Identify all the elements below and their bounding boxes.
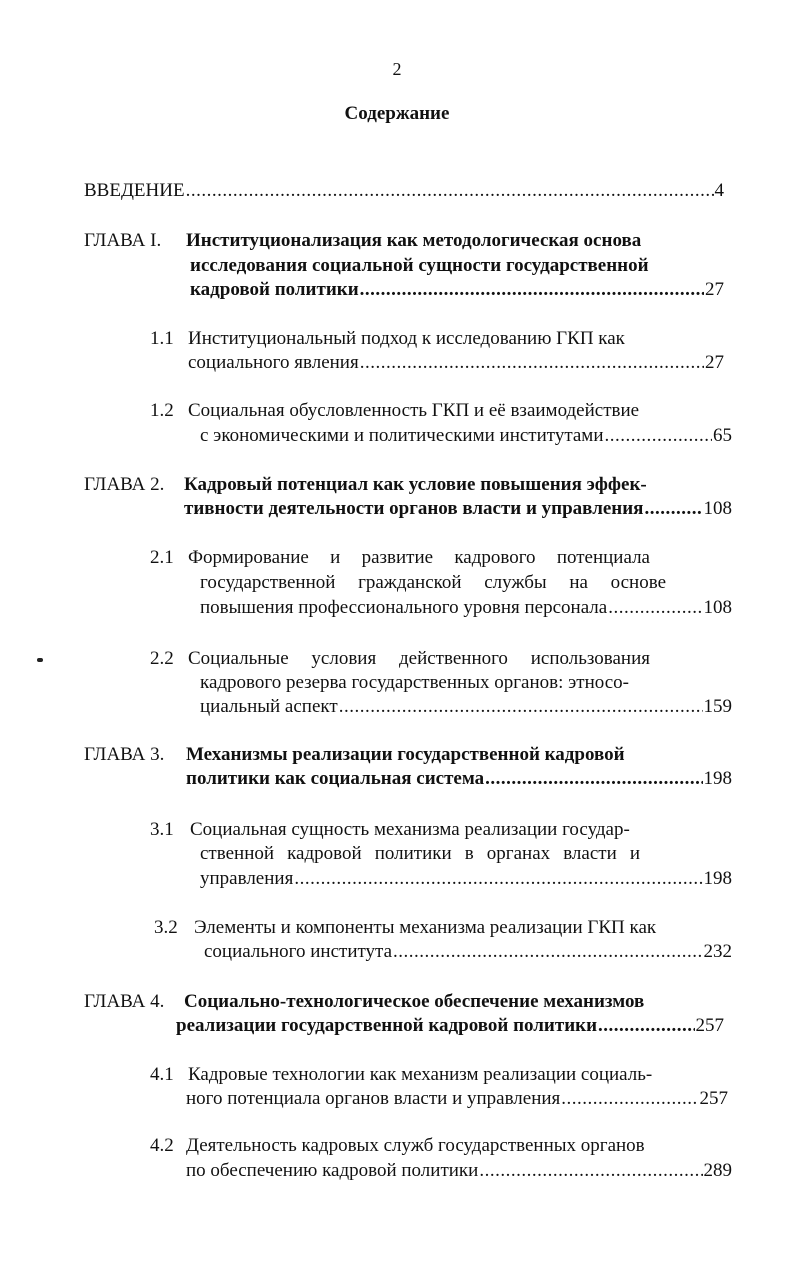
section-number: 1.2 (150, 400, 174, 421)
toc-page-number: 198 (703, 768, 732, 789)
dot-leader (339, 694, 703, 719)
dot-leader (294, 866, 702, 891)
toc-entry-section-3-1[interactable] (200, 866, 732, 891)
toc-page-number: 65 (713, 425, 732, 446)
dot-leader (598, 1013, 694, 1038)
dot-leader (479, 1158, 702, 1183)
toc-entry-section-1-2[interactable] (200, 423, 732, 448)
toc-page-number: 232 (703, 941, 732, 962)
chapter-number: ГЛАВА I. (84, 230, 162, 251)
dot-leader (561, 1086, 698, 1111)
toc-entry-section-2-2[interactable] (200, 694, 732, 719)
dot-leader (360, 350, 704, 375)
chapter-title-line[interactable]: Социально-технологическое обеспечение механизмов (184, 991, 645, 1012)
section-title-line: ного потенциала органов власти и управления (186, 1088, 561, 1109)
dot-leader (485, 766, 702, 791)
section-title-line: социального явления (188, 352, 359, 373)
toc-page-number: 257 (695, 1015, 724, 1036)
toc-page-number: 257 (699, 1088, 728, 1109)
toc-entry-section-4-1[interactable] (186, 1086, 728, 1111)
section-title-line[interactable]: Институциональный подход к исследованию ГКП как (188, 328, 625, 349)
toc-page-number: 108 (703, 597, 732, 618)
section-number: 2.1 (150, 547, 174, 568)
dot-leader (644, 496, 702, 521)
toc-entry-label: ВВЕДЕНИЕ (84, 180, 185, 201)
section-title-line: по обеспечению кадровой политики (186, 1160, 479, 1181)
dot-leader (604, 423, 712, 448)
dot-leader (393, 939, 702, 964)
toc-entry-section-1-1[interactable] (188, 350, 724, 375)
scan-artifact-mark (37, 658, 43, 662)
toc-entry-section-2-1[interactable] (200, 595, 732, 620)
dot-leader (608, 595, 702, 620)
section-title-line: повышения профессионального уровня персонала (200, 597, 608, 618)
chapter-title-line: тивности деятельности органов власти и управления (184, 498, 644, 519)
chapter-number: ГЛАВА 4. (84, 991, 165, 1012)
toc-entry-chapter-1[interactable] (190, 277, 724, 302)
chapter-title-line[interactable]: Кадровый потенциал как условие повышения эффек- (184, 474, 647, 495)
section-title-line: управления (200, 868, 294, 889)
section-number: 3.1 (150, 819, 174, 840)
section-title-line[interactable]: Социальная сущность механизма реализации государ- (190, 819, 630, 840)
section-title-line[interactable]: Социальные условия действенного использования (188, 648, 650, 669)
chapter-title-line: кадровой политики (190, 279, 359, 300)
section-title-line: циальный аспект (200, 696, 338, 717)
toc-entry-intro[interactable] (84, 178, 724, 203)
toc-entry-chapter-3[interactable] (186, 766, 732, 791)
section-title-line[interactable]: Формирование и развитие кадрового потенциала (188, 547, 650, 568)
toc-entry-chapter-4[interactable] (176, 1013, 724, 1038)
chapter-title-line: реализации государственной кадровой политики (176, 1015, 598, 1036)
section-number: 1.1 (150, 328, 174, 349)
section-title-line: с экономическими и политическими институтами (200, 425, 604, 446)
section-title-line[interactable]: государственной гражданской службы на основе (200, 572, 666, 593)
section-title-line: социального института (204, 941, 393, 962)
toc-entry-section-3-2[interactable] (204, 939, 732, 964)
toc-page-number: 4 (714, 180, 724, 201)
section-number: 4.2 (150, 1135, 174, 1156)
chapter-title-line[interactable]: Механизмы реализации государственной кадровой (186, 744, 625, 765)
toc-page-number: 108 (703, 498, 732, 519)
toc-title: Содержание (344, 103, 450, 124)
section-title-line[interactable]: кадрового резерва государственных органов: этносо- (200, 672, 629, 693)
chapter-title-line[interactable]: Институционализация как методологическая основа (186, 230, 642, 251)
toc-entry-section-4-2[interactable] (186, 1158, 732, 1183)
section-number: 2.2 (150, 648, 174, 669)
section-title-line[interactable]: Социальная обусловленность ГКП и её взаимодействие (188, 400, 640, 421)
dot-leader (186, 178, 714, 203)
toc-page-number: 159 (703, 696, 732, 717)
section-number: 3.2 (154, 917, 178, 938)
chapter-number: ГЛАВА 2. (84, 474, 165, 495)
page-number: 2 (392, 59, 402, 79)
section-title-line[interactable]: Кадровые технологии как механизм реализации социаль- (188, 1064, 653, 1085)
toc-entry-chapter-2[interactable] (184, 496, 732, 521)
section-title-line[interactable]: Элементы и компоненты механизма реализации ГКП как (194, 917, 657, 938)
section-number: 4.1 (150, 1064, 174, 1085)
chapter-number: ГЛАВА 3. (84, 744, 165, 765)
toc-page-number: 289 (703, 1160, 732, 1181)
chapter-title-line: политики как социальная система (186, 768, 485, 789)
dot-leader (360, 277, 704, 302)
toc-page-number: 27 (705, 352, 724, 373)
toc-page-number: 27 (705, 279, 724, 300)
section-title-line[interactable]: Деятельность кадровых служб государственных органов (186, 1135, 645, 1156)
toc-page-number: 198 (703, 868, 732, 889)
chapter-title-line[interactable]: исследования социальной сущности государственной (190, 255, 649, 276)
section-title-line[interactable]: ственной кадровой политики в органах власти и (200, 843, 640, 864)
